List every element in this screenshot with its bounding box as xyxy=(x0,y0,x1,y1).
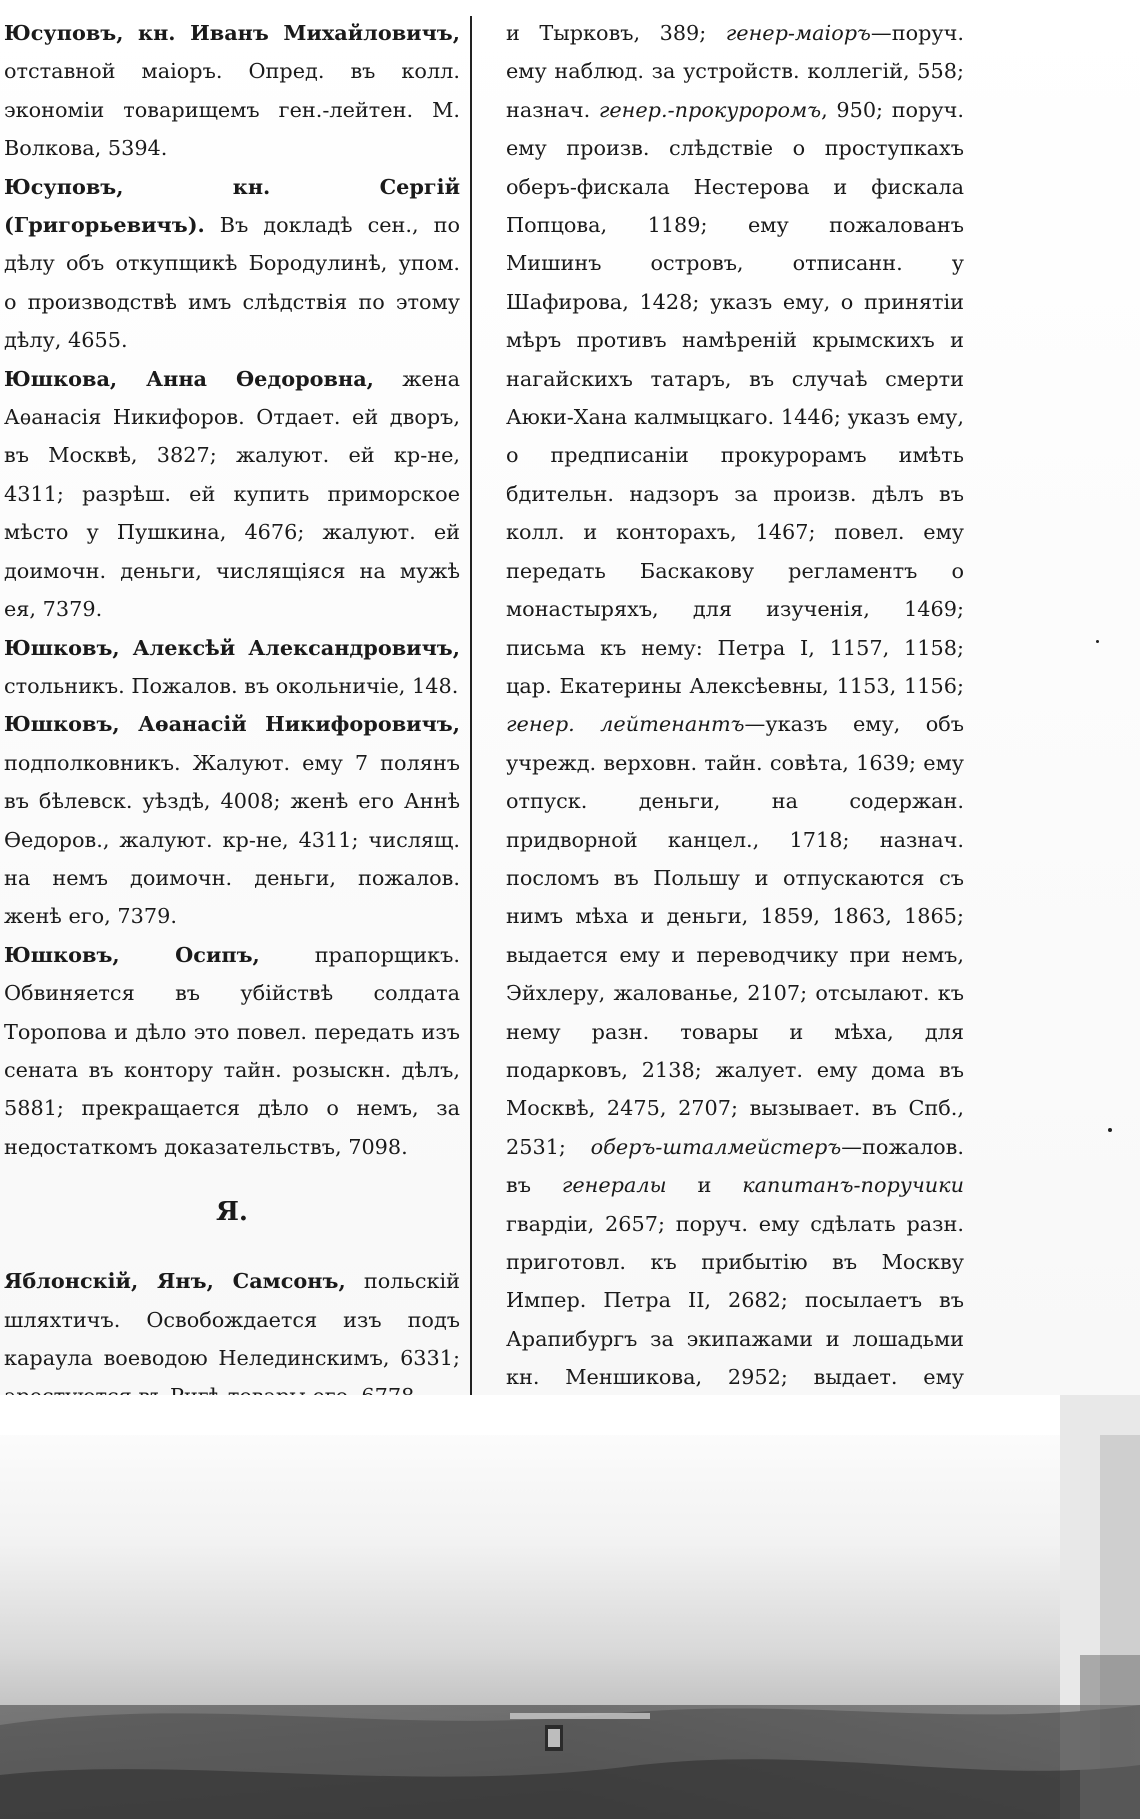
scan-speck xyxy=(1096,640,1099,643)
run-text: —указъ ему, объ учрежд. верховн. тайн. совѣта, 1639; ему отпуск. деньги, на содержан. придворной канцел., 1718; назнач. посломъ въ Польшу и отпускаются съ нимъ мѣха и деньги, 1859, 1863, 1865; выдается ему и переводчику при немъ, Эйхлеру, жалованье, 2107; отсылают. къ нему разн. товары и мѣха, для подарковъ, 2138; жалует. ему дома въ Москвѣ, 2475, 2707; вызывает. въ Спб., 2531; xyxy=(506,712,964,1159)
run-text: —поруч. ему наблюд. за устройств. коллегій, 558; назнач. xyxy=(506,21,964,122)
entry-yushkov-aleksey xyxy=(4,629,460,706)
run-text: гвардіи, 2657; поруч. ему сдѣлать разн. приготовл. къ прибытію въ Москву Импер. Петра II, 2682; посылаетъ въ Арапибургъ за экипажами и лошадьми кн. Меншикова, 2952; выдает. ему xyxy=(506,1211,964,1390)
entry-headword: Юшковъ, Осипъ, xyxy=(4,941,260,967)
entry-text: жена Аѳанасія Никифоров. Отдает. ей дворъ, въ Москвѣ, 3827; жалуют. ей кр-не, 4311; разрѣш. ей купить приморское мѣсто у Пушкина, 4676; жалуют. ей доимочн. деньги, числящіяся на мужѣ ея, 7379. xyxy=(4,366,460,622)
run-italic: генер.-прокуроромъ xyxy=(598,97,822,122)
run-italic: капитанъ-поручики xyxy=(742,1173,964,1198)
run-text: и xyxy=(666,1173,743,1198)
entry-headword: Юшковъ, Алексѣй Александровичъ, xyxy=(4,634,460,660)
entry-yusupov-ivan xyxy=(4,14,460,168)
entry-headword: Юшкова, Анна Ѳедоровна, xyxy=(4,365,374,391)
entry-yablonskiy xyxy=(4,1262,460,1416)
right-column xyxy=(506,14,964,1589)
entry-headword: Юсуповъ, кн. Сергій (Григорьевичъ). xyxy=(4,173,460,238)
entry-yagushinskiy-pavel-continued xyxy=(506,14,964,1589)
section-letter-ya: Я. xyxy=(216,1197,248,1228)
entry-headword: Юшковъ, Аѳанасій Никифоровичъ, xyxy=(4,711,460,737)
run-italic: оберъ-шталмейстеръ xyxy=(590,1134,842,1159)
entry-text: подполковникъ. Жалуют. ему 7 полянъ въ бѣлевск. уѣздѣ, 4008; женѣ его Аннѣ Ѳедоров., жалуют. кр-не, 4311; числящ. на немъ доимочн. деньги, пожалов. женѣ его, 7379. xyxy=(4,750,460,929)
run-italic: генер. лейтенантъ xyxy=(506,712,745,737)
run-italic: генер-маіоръ xyxy=(725,21,871,45)
entry-text: стольникъ. Пожалов. въ окольничіе, 148. xyxy=(4,673,459,698)
entry-yushkov-osip xyxy=(4,936,460,1166)
entry-yusupov-sergiy xyxy=(4,168,460,360)
entry-headword: Юсуповъ, кн. Иванъ Михайловичъ, xyxy=(4,20,460,45)
column-divider xyxy=(470,16,472,1428)
run-italic: генералы xyxy=(561,1173,667,1198)
entry-text: польскій шляхтичъ. Освобождается изъ подъ караула воеводою Нелединскимъ, 6331; xyxy=(4,1269,460,1370)
run-text: и Тырковъ, 389; xyxy=(506,21,726,45)
scan-bottom-photo-strip xyxy=(0,1395,1140,1819)
entry-text: Въ докладѣ сен., по дѣлу объ откупщикѣ Бородулинѣ, упом. о производствѣ имъ слѣдствія по этому дѣлу, 4655. xyxy=(4,213,460,353)
entry-text: отставной маіоръ. Опред. въ колл. экономіи товарищемъ ген.-лейтен. М. Волкова, 5394. xyxy=(4,59,460,161)
run-text: , 950; поруч. ему произв. слѣдствіе о проступкахъ оберъ-фискала Нестерова и фискала Попцова, 1189; ему пожалованъ Мишинъ островъ, отписанн. у Шафирова, 1428; указъ ему, о принятіи мѣръ противъ намѣреній крымскихъ и нагайскихъ татаръ, въ случаѣ смерти Аюки-Хана калмыцкаго. 1446; указъ ему, о предписаніи прокурорамъ имѣть бдительн. надзоръ за произв. дѣлъ въ колл. и конторахъ, 1467; повел. ему передать Баскакову регламентъ о монастыряхъ, для изученія, 1469; письма къ нему: Петра I, 1157, 1158; цар. Екатерины Алексѣевны, 1153, 1156; xyxy=(506,97,964,698)
run-text: —пожалов. въ xyxy=(506,1134,964,1198)
scan-speck xyxy=(1108,1128,1112,1132)
entry-yushkova-anna xyxy=(4,360,460,629)
entry-text: прапорщикъ. Обвиняется въ убійствѣ солдата Торопова и дѣло это повел. передать изъ сената въ контору тайн. розыскн. дѣлъ, 5881; прекращается дѣло о немъ, за недостаткомъ доказательствъ, 7098. xyxy=(4,942,460,1159)
entry-headword: Яблонскій, Янъ, Самсонъ, xyxy=(4,1268,346,1294)
entry-yushkov-afanasiy xyxy=(4,705,460,935)
